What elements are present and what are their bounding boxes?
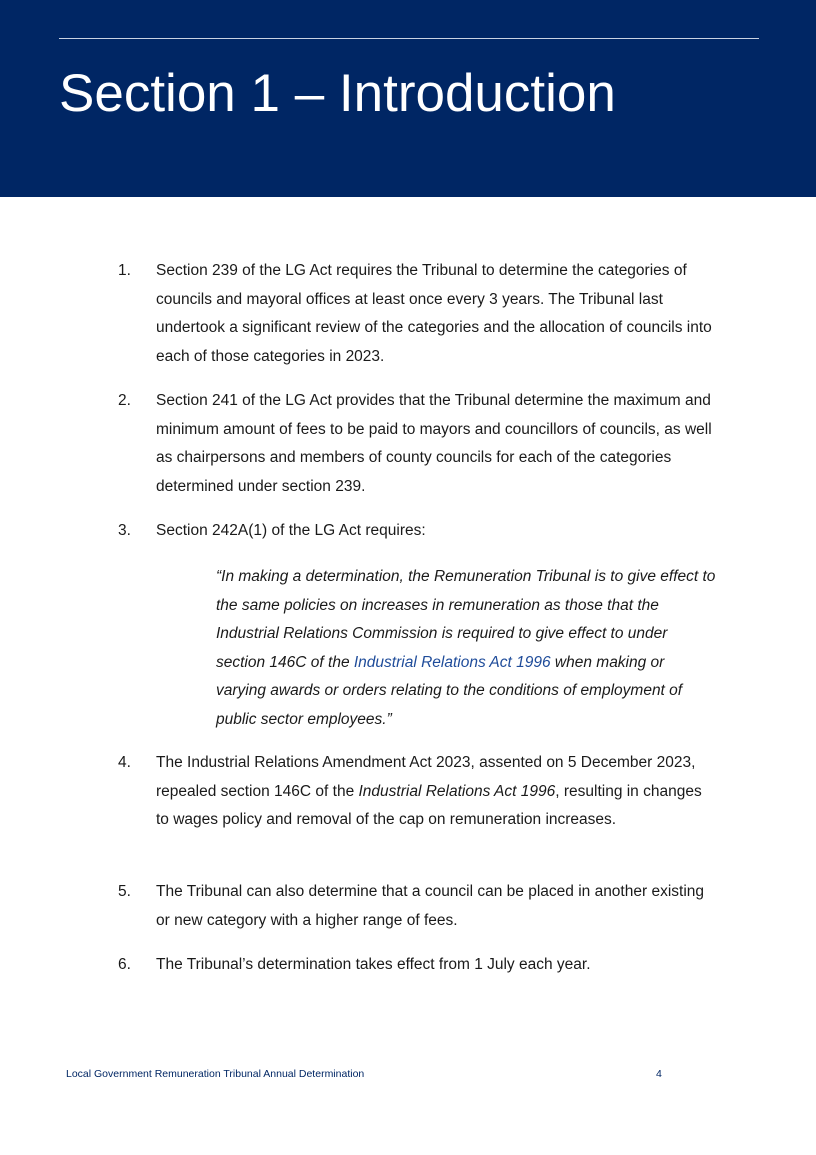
item-number: 2.	[118, 392, 131, 409]
item-text	[156, 749, 718, 835]
legislation-quote	[216, 563, 716, 734]
list-item-5	[118, 878, 718, 935]
item-text: Section 239 of the LG Act requires the Tribunal to determine the categories of councils and mayoral offices at least once every 3 years. The Tribunal last undertook a significant review of the categories and the allocation of councils into each of those categories in 2023.	[156, 262, 712, 365]
footer-page-number: 4	[656, 1068, 662, 1080]
list-item-2	[118, 387, 718, 501]
item-number: 3.	[118, 522, 131, 539]
act-title: Industrial Relations Act 1996	[358, 782, 556, 800]
item-text-end: , resulting in changes to wages policy and removal of the cap on remuneration increases.	[156, 782, 702, 828]
list-item-4	[118, 749, 718, 835]
list-item-3	[118, 517, 718, 546]
item-number: 4.	[118, 754, 131, 771]
item-text: Section 241 of the LG Act provides that the Tribunal determine the maximum and minimum amount of fees to be paid to mayors and councillors of councils, as well as chairpersons and members of county councils for each of the categories determined under section 239.	[156, 392, 712, 495]
section-title: Section 1 – Introduction	[59, 64, 616, 123]
section-header-banner	[0, 0, 816, 197]
header-rule	[59, 38, 759, 39]
quote-text-end: when making or varying awards or orders relating to the conditions of employment of public sector employees.”	[216, 653, 683, 728]
list-item-1	[118, 257, 718, 371]
item-text: The Tribunal can also determine that a council can be placed in another existing or new category with a higher range of fees.	[156, 883, 705, 929]
item-number: 6.	[118, 956, 131, 973]
list-item-6	[118, 951, 718, 980]
quote-text-start: “In making a determination, the Remuneration Tribunal is to give effect to the same policies on increases in remuneration as those that the Industrial Relations Commission is required to give effect to under section 146C of the	[216, 568, 716, 671]
item-text-start: The Industrial Relations Amendment Act 2023, assented on 5 December 2023, repealed section 146C of the	[156, 754, 696, 800]
item-number: 1.	[118, 262, 131, 279]
item-number: 5.	[118, 883, 131, 900]
item-text: Section 242A(1) of the LG Act requires:	[156, 522, 426, 539]
footer-document-title: Local Government Remuneration Tribunal Annual Determination	[66, 1068, 365, 1080]
industrial-relations-act-link[interactable]: Industrial Relations Act 1996	[353, 653, 551, 671]
item-text: The Tribunal’s determination takes effect from 1 July each year.	[156, 956, 591, 973]
